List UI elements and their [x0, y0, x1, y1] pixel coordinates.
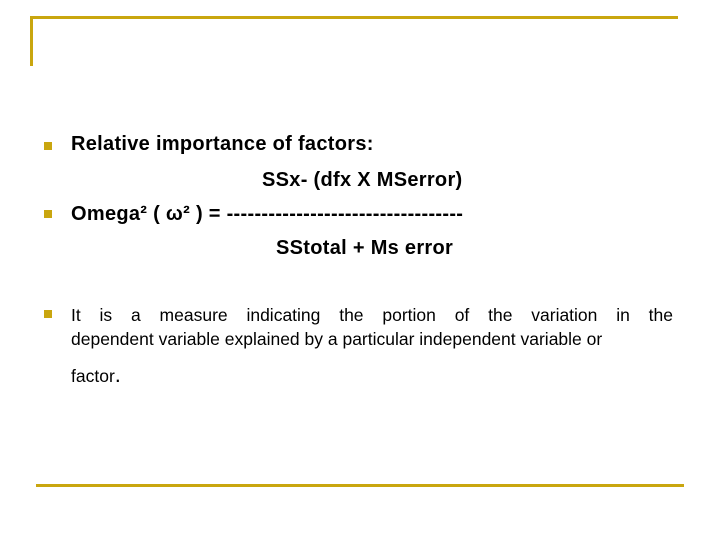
square-bullet-icon — [44, 142, 52, 150]
description-last-word: factor — [71, 366, 115, 386]
formula-lhs: Omega² ( ω² ) = ---------------------------------- — [71, 203, 464, 225]
square-bullet-icon — [44, 310, 52, 318]
square-bullet-icon — [44, 210, 52, 218]
description-line: dependent variable explained by a particular independent variable or — [71, 329, 603, 349]
description-line: It is a measure indicating the portion of the variation in the — [71, 305, 673, 325]
formula-denominator: SStotal + Ms error — [276, 237, 454, 259]
left-accent-rule — [30, 16, 33, 66]
bottom-accent-rule — [36, 484, 684, 487]
description-paragraph — [71, 303, 673, 351]
formula-numerator: SSx- (dfx X MSerror) — [262, 169, 463, 191]
description-end-mark: . — [114, 362, 121, 387]
description-last-line — [71, 362, 121, 388]
top-accent-rule — [30, 16, 678, 19]
formula-heading: Relative importance of factors: — [71, 133, 374, 155]
